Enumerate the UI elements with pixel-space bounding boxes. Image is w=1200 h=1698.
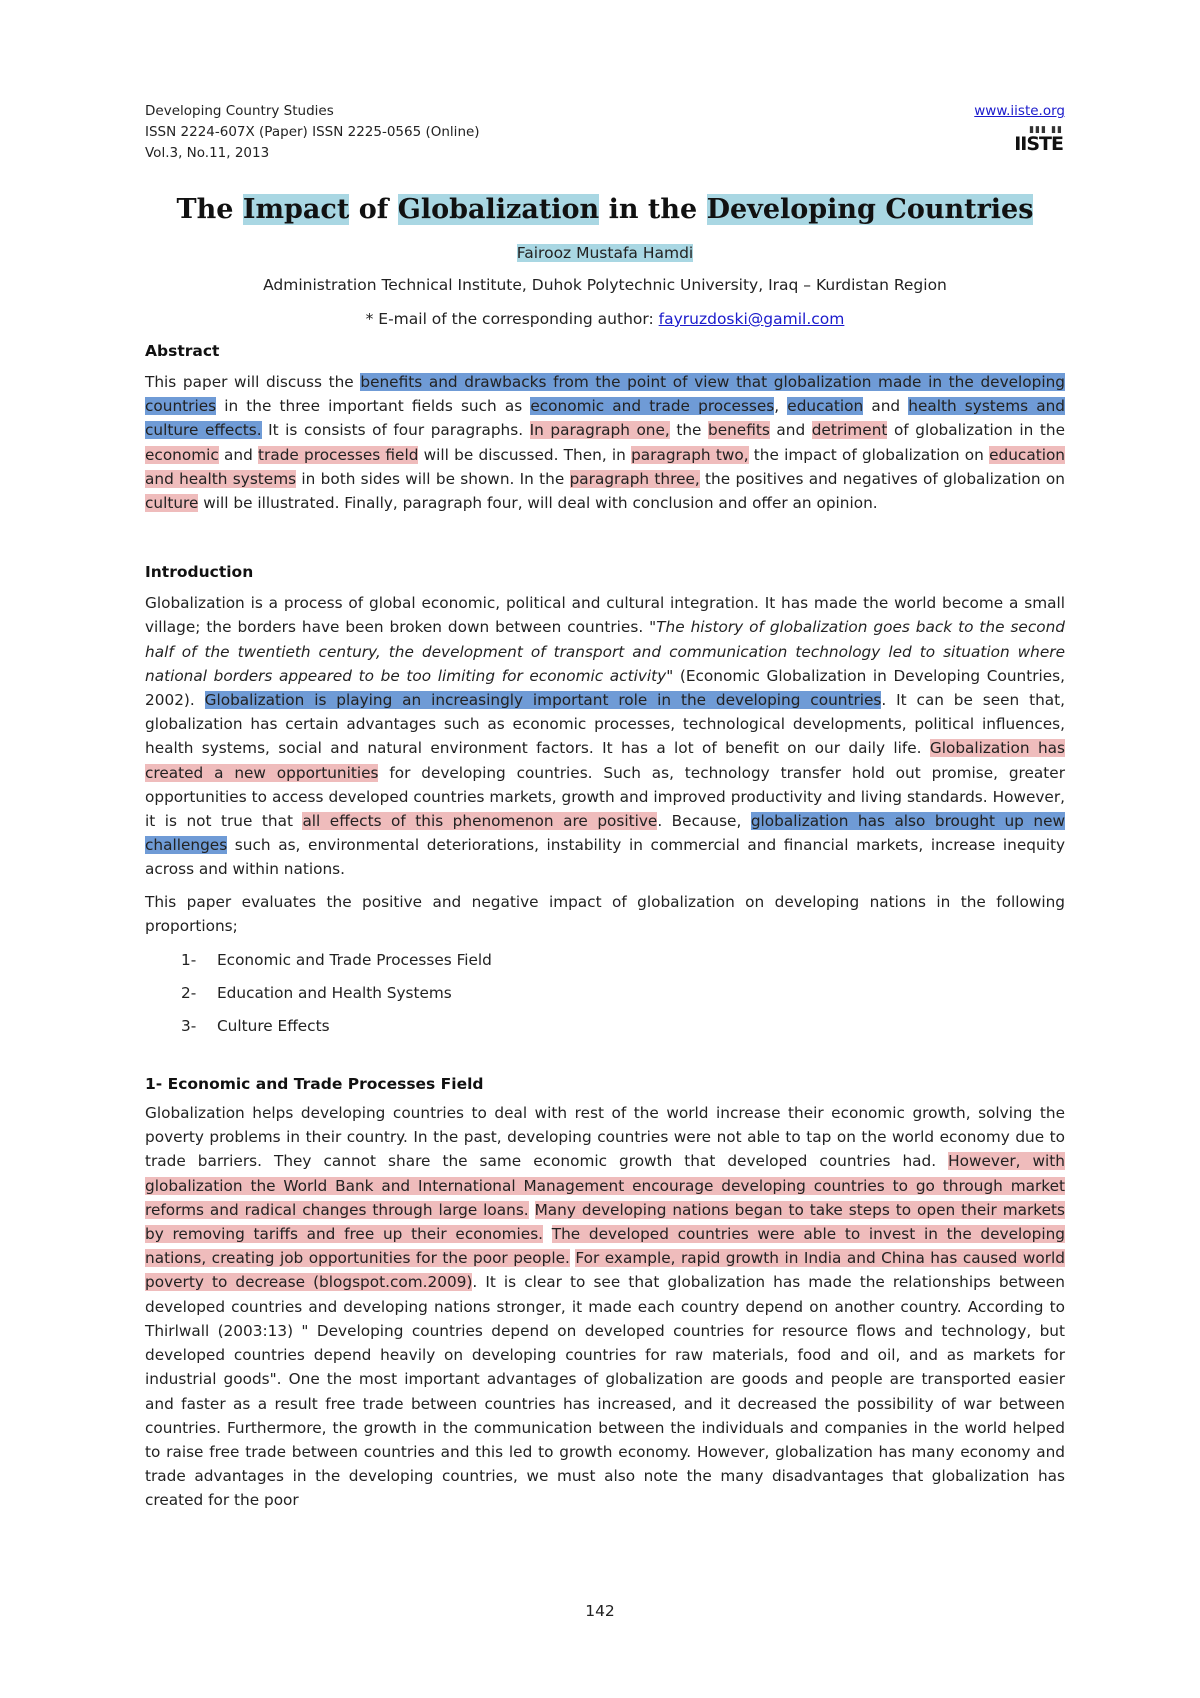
journal-name: Developing Country Studies [145, 103, 334, 119]
text-run: This paper will discuss the [145, 373, 361, 391]
title-part: in the [599, 194, 707, 225]
page-number: 142 [585, 1602, 615, 1620]
email-link[interactable]: fayruzdoski@gamil.com [658, 310, 845, 328]
text-run: the impact of globalization on [748, 445, 990, 464]
title-highlight: Impact [242, 194, 350, 225]
text-run: for developing countries. Such as, technology transfer hold out promise, greater opportunities to access developed countries markets, growth and improved productivity and living standards. However, it is not true that [145, 763, 1065, 831]
highlight-blue: benefits and drawbacks from the point of view that globalization made in the developing countries [145, 373, 1066, 416]
highlight-blue: economic and trade processes [530, 397, 775, 416]
highlight-blue: health systems and culture effects. [145, 397, 1065, 440]
highlight-pink: For example, rapid growth in India and China has caused world poverty to decrease (blogspot.com.2009) [145, 1249, 1065, 1292]
paper-title [145, 190, 1065, 230]
introduction-text-2: This paper evaluates the positive and negative impact of globalization on developing nations in the following proportions; [145, 892, 1065, 935]
highlight-blue: globalization has also brought up new challenges [145, 812, 1066, 855]
highlight-pink: In paragraph one, [529, 421, 670, 440]
title-part: The [176, 194, 243, 225]
text-run: such as, environmental deteriorations, instability in commercial and financial markets, increase inequity across and within nations. [145, 836, 1065, 879]
highlight-pink: benefits [707, 421, 770, 440]
text-run: and [769, 421, 812, 440]
introduction-heading: Introduction [145, 563, 254, 582]
text-run: of globalization in the [887, 421, 1065, 440]
title-part: of [349, 194, 398, 225]
list-text: Education and Health Systems [217, 984, 452, 1003]
text-run: will be illustrated. Finally, paragraph four, will deal with conclusion and offer an opinion. [198, 494, 878, 513]
author-name: Fairooz Mustafa Hamdi [516, 244, 694, 262]
text-run: in the three important fields such as [216, 397, 531, 416]
list-number: 3- [181, 1017, 197, 1036]
highlight-pink: detriment [811, 421, 888, 440]
text-run: Globalization helps developing countries to deal with rest of the world increase their economic growth, solving the poverty problems in their country. In the past, developing countries were not able to tap on the world economy due to trade barriers. They cannot share the same economic growth that developed countries had. [145, 1104, 1065, 1171]
list-text: Culture Effects [217, 1017, 330, 1036]
section1-text [145, 1101, 1065, 1512]
text-run: the positives and negatives of globalization on [699, 469, 1065, 488]
highlight-pink: culture [145, 494, 199, 513]
text-run: and [218, 445, 259, 464]
text-run: in both sides will be shown. In the [296, 469, 570, 488]
proportions-list [145, 944, 1065, 1043]
abstract-heading: Abstract [145, 342, 220, 360]
text-run: the [669, 421, 708, 440]
journal-header [145, 101, 1065, 171]
text-run: , [774, 397, 788, 416]
text-run: . It can be seen that, globalization has certain advantages such as economic processes, technological developments, political influences, health systems, social and natural environment factors. It has a lot of benefit on our daily life. [145, 691, 1065, 758]
introduction-text [145, 591, 1065, 881]
text-run: " (Economic Globalization in Developing Countries, 2002). [145, 666, 1065, 710]
journal-website-link[interactable]: www.iiste.org [974, 103, 1065, 119]
highlight-pink: economic [145, 445, 219, 464]
highlight-pink: all effects of this phenomenon are positive [302, 812, 658, 831]
list-number: 2- [181, 984, 197, 1003]
list-text: Economic and Trade Processes Field [217, 951, 492, 970]
logo-bars-icon: ▮▮▮ ▮▮ [1029, 125, 1063, 135]
highlight-pink: paragraph two, [631, 445, 749, 464]
abstract-text [145, 370, 1065, 515]
highlight-pink: Many developing nations began to take steps to open their markets by removing tariffs and free up their economies. [145, 1200, 1065, 1244]
list-item [145, 944, 1065, 977]
highlight-pink: trade processes field [258, 445, 419, 464]
highlight-blue: education [787, 397, 864, 416]
iiste-logo [1014, 126, 1063, 154]
highlight-blue: Globalization is playing an increasingly important role in the developing countries [204, 691, 882, 710]
highlight-pink: However, with globalization the World Bank and International Management encourage developing countries to go through market reforms and radical changes through large loans. [145, 1152, 1065, 1219]
author-line [145, 240, 1065, 266]
section1-heading: 1- Economic and Trade Processes Field [145, 1075, 484, 1094]
text-run [543, 1225, 552, 1243]
list-item [145, 1010, 1065, 1043]
list-item [145, 977, 1065, 1010]
list-number: 1- [181, 951, 197, 970]
email-line [145, 302, 1065, 336]
journal-info [145, 101, 480, 164]
text-run: and [863, 397, 909, 416]
quote-italic: The history of globalization goes back to the second half of the twentieth century, the development of transport and communication technology led to situation where national borders appeared to be too limiting for economic activity [145, 618, 1065, 685]
text-run [529, 1201, 535, 1219]
highlight-pink: Globalization has created a new opportunities [145, 739, 1065, 782]
title-highlight: Developing Countries [706, 194, 1034, 225]
affiliation: Administration Technical Institute, Duhok Polytechnic University, Iraq – Kurdistan Region [263, 276, 947, 294]
highlight-pink: paragraph three, [569, 469, 700, 488]
text-run: It is consists of four paragraphs. [261, 421, 530, 440]
journal-issn: ISSN 2224-607X (Paper) ISSN 2225-0565 (Online) [145, 124, 480, 140]
highlight-pink: The developed countries were able to invest in the developing nations, creating job opportunities for the poor people. [145, 1225, 1065, 1268]
text-run: Globalization is a process of global economic, political and cultural integration. It has made the world become a small village; the borders have been broken down between countries. " [145, 594, 1065, 637]
highlight-pink: education and health systems [145, 445, 1065, 488]
journal-brand [974, 101, 1065, 157]
journal-volume: Vol.3, No.11, 2013 [145, 145, 270, 161]
logo-text: IISTE [1014, 133, 1063, 155]
text-run: . Because, [657, 812, 751, 831]
text-run: will be discussed. Then, in [418, 445, 632, 464]
title-highlight: Globalization [397, 194, 600, 225]
email-label: * E-mail of the corresponding author: [365, 310, 654, 328]
text-run: . It is clear to see that globalization has made the relationships between developed countries and developing nations stronger, it made each country depend on another country. According to Thirlwall (2003:13) " Developing countries depend on developed countries for resource flows and technology, but developed countries depend heavily on developing countries for raw materials, food and oil, and as markets for industrial goods". One the most important advantages of globalization are goods and people are transported easier and faster as a result free trade between countries has increased, and it decreased the possibility of war between countries. Furthermore, the growth in the communication between the individuals and companies in the world helped to raise free trade between countries and this led to growth economy. However, globalization has many economy and trade advantages in the developing countries, we must also note the many disadvantages that globalization has created for the poor [145, 1273, 1065, 1510]
paper-content [145, 190, 1065, 1513]
